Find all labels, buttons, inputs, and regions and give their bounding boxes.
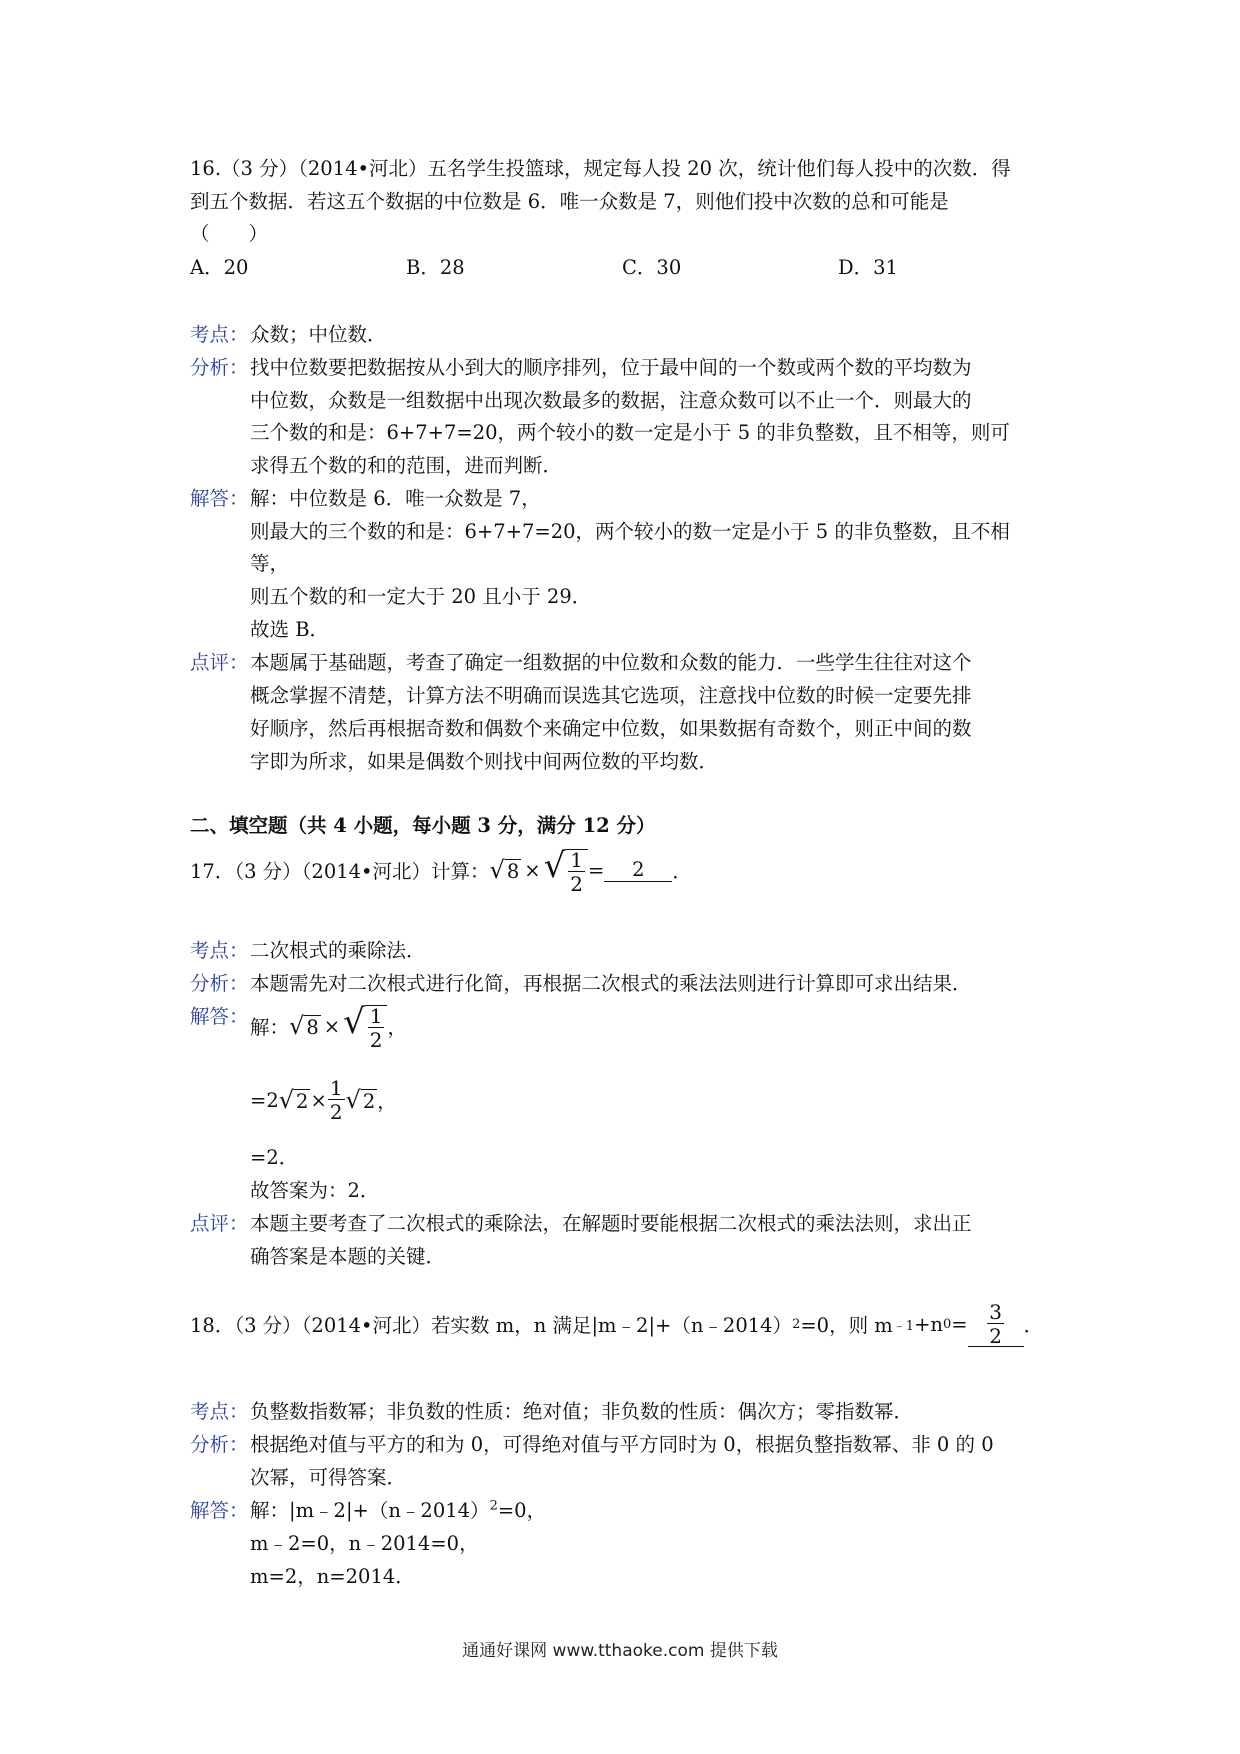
q17-radical (490, 856, 522, 884)
q17-fenxi-label: 分析： (190, 972, 249, 995)
q17-radicand: 8 (506, 860, 520, 883)
q18-solution-line3: m=2，n=2014． (250, 1565, 415, 1588)
q17-step2-fraction: $\frac{1}{2}$ (329, 1076, 343, 1124)
q16-dianping-line: 本题属于基础题，考查了确定一组数据的中位数和众数的能力．一些学生往往对这个 (250, 651, 972, 674)
q17-sol-comma: ， (387, 1016, 407, 1039)
q18-fenxi-line: 次幂，可得答案． (250, 1466, 407, 1489)
q17-radical-frac (544, 846, 588, 894)
q18-answer-fraction: $\frac{3}{2}$ (989, 1299, 1002, 1348)
q16-stem-line1: 16.（3 分）（2014•河北）五名学生投篮球，规定每人投 20 次，统计他们每人投中的次数．得 (190, 157, 1011, 180)
q18-text-c: +n (914, 1312, 943, 1336)
q17-fraction: $\frac{1}{2}$ (570, 847, 584, 896)
q17-dianping-label: 点评： (190, 1212, 249, 1235)
q17-sol-radical-frac (343, 1002, 387, 1050)
q18-exp-0: 0 (942, 1316, 952, 1332)
q18-solution-line2: m﹣2=0，n﹣2014=0， (250, 1532, 479, 1555)
q17-equals: = (588, 858, 605, 882)
q18-kaodian: 负整数指数幂；非负数的性质：绝对值；非负数的性质：偶次方；零指数幂． (250, 1400, 914, 1423)
q17-prefix: 17．（3 分）（2014•河北）计算： (190, 860, 490, 883)
q18-jieda-label: 解答： (190, 1499, 249, 1522)
q16-jieda-line: 故选 B． (250, 618, 330, 641)
q16-jieda-line: 等， (250, 552, 290, 575)
q17-solution-step1 (250, 996, 407, 1056)
q18-answer (968, 1299, 1024, 1348)
q16-fenxi-line: 三个数的和是：6+7+7=20，两个较小的数一定是小于 5 的非负整数，且不相等，则可 (250, 421, 1010, 444)
q16-dianping-label: 点评： (190, 651, 249, 674)
q17-fenxi: 本题需先对二次根式进行化简，再根据二次根式的乘法法则进行计算即可求出结果． (250, 972, 972, 995)
q18-solution-line1: 解：|m﹣2|+（n﹣2014）$^2$=0， (250, 1498, 547, 1522)
times-icon: × (524, 858, 541, 882)
q16-option-a: A．20 (190, 256, 249, 279)
q17-solution-step4: 故答案为：2． (250, 1179, 380, 1202)
q16-fenxi-label: 分析： (190, 356, 249, 379)
q18-fenxi-label: 分析： (190, 1433, 249, 1456)
q17-sol-radical: √ 8 (289, 1012, 319, 1040)
section-heading: 二、填空题（共 4 小题，每小题 3 分，满分 12 分） (190, 814, 656, 837)
q16-kaodian-label: 考点： (190, 323, 249, 346)
q17-answer: 2 (604, 858, 672, 882)
q16-jieda-line: 解：中位数是 6．唯一众数是 7， (250, 487, 541, 510)
q16-dianping-line: 字即为所求，如果是偶数个则找中间两位数的平均数． (250, 750, 719, 773)
q16-dianping-line: 好顺序，然后再根据奇数和偶数个来确定中位数，如果数据有奇数个，则正中间的数 (250, 717, 972, 740)
q17-step2-comma: ， (377, 1090, 397, 1113)
q18-text-b: =0，则 m (800, 1314, 893, 1337)
q17-period: ． (672, 860, 692, 883)
q17-kaodian: 二次根式的乘除法． (250, 939, 426, 962)
q17-kaodian-label: 考点： (190, 939, 249, 962)
q17-solution-step3: =2． (250, 1146, 299, 1169)
q16-jieda-line: 则五个数的和一定大于 20 且小于 29． (250, 585, 592, 608)
q18-sol-exp: 2 (489, 1498, 498, 1514)
q17-dianping-line: 本题主要考查了二次根式的乘除法，在解题时要能根据二次根式的乘法法则，求出正 (250, 1212, 972, 1235)
q17-step2-radical: √ 2 (278, 1086, 309, 1114)
page-footer: 通通好课网 www.tthaoke.com 提供下载 (462, 1641, 778, 1661)
q17-solution-step2 (250, 1070, 397, 1130)
sqrt-icon: √ (343, 1002, 365, 1043)
q16-fenxi-line: 找中位数要把数据按从小到大的顺序排列，位于最中间的一个数或两个数的平均数为 (250, 356, 972, 379)
q16-fenxi-line: 中位数，众数是一组数据中出现次数最多的数据，注意众数可以不止一个．则最大的 (250, 389, 972, 412)
times-icon: × (310, 1088, 327, 1112)
q16-fenxi-line: 求得五个数的和的范围，进而判断． (250, 454, 563, 477)
q17-stem (190, 840, 692, 900)
q17-sol-prefix: 解： (250, 1016, 290, 1039)
sqrt-icon: √ (289, 1012, 305, 1040)
sqrt-icon: √ (543, 846, 566, 887)
times-icon: × (323, 1014, 341, 1038)
q16-stem-line2: 到五个数据．若这五个数据的中位数是 6．唯一众数是 7，则他们投中次数的总和可能是 (190, 190, 949, 213)
sqrt-icon: √ (345, 1086, 361, 1114)
q18-text-a: 18．（3 分）（2014•河北）若实数 m，n 满足|m﹣2|+（n﹣2014） (190, 1314, 793, 1337)
q18-kaodian-label: 考点： (190, 1400, 249, 1423)
q18-text-d: = (951, 1312, 968, 1336)
q18-stem (190, 1298, 1043, 1350)
q18-fenxi-line: 根据绝对值与平方的和为 0，可得绝对值与平方同时为 0，根据负整指数幂、非 0 的 0 (250, 1433, 994, 1456)
q16-option-b: B．28 (406, 256, 465, 279)
q18-exp-2: 2 (792, 1316, 801, 1332)
q16-dianping-line: 概念掌握不清楚，计算方法不明确而误选其它选项，注意找中位数的时候一定要先排 (250, 684, 972, 707)
q18-exp-neg1: ﹣1 (892, 1318, 915, 1334)
q17-jieda-label: 解答： (190, 1005, 249, 1028)
q16-option-c: C．30 (622, 256, 682, 279)
q17-sol-fraction: $\frac{1}{2}$ (369, 1003, 383, 1052)
q16-option-d: D．31 (838, 256, 898, 279)
sqrt-icon: √ (278, 1086, 295, 1114)
sqrt-icon: √ (489, 856, 505, 884)
q16-jieda-line: 则最大的三个数的和是：6+7+7=20，两个较小的数一定是小于 5 的非负整数，且不相 (250, 520, 1010, 543)
q17-dianping-line: 确答案是本题的关键． (250, 1245, 446, 1268)
q16-jieda-label: 解答： (190, 487, 249, 510)
q16-kaodian: 众数；中位数． (250, 323, 387, 346)
q18-period: ． (1023, 1314, 1044, 1337)
q17-step2-radical2: √ 2 (345, 1086, 376, 1114)
q16-stem-line3: （ ） (190, 222, 269, 245)
q17-step2-coef: =2 (250, 1088, 279, 1112)
